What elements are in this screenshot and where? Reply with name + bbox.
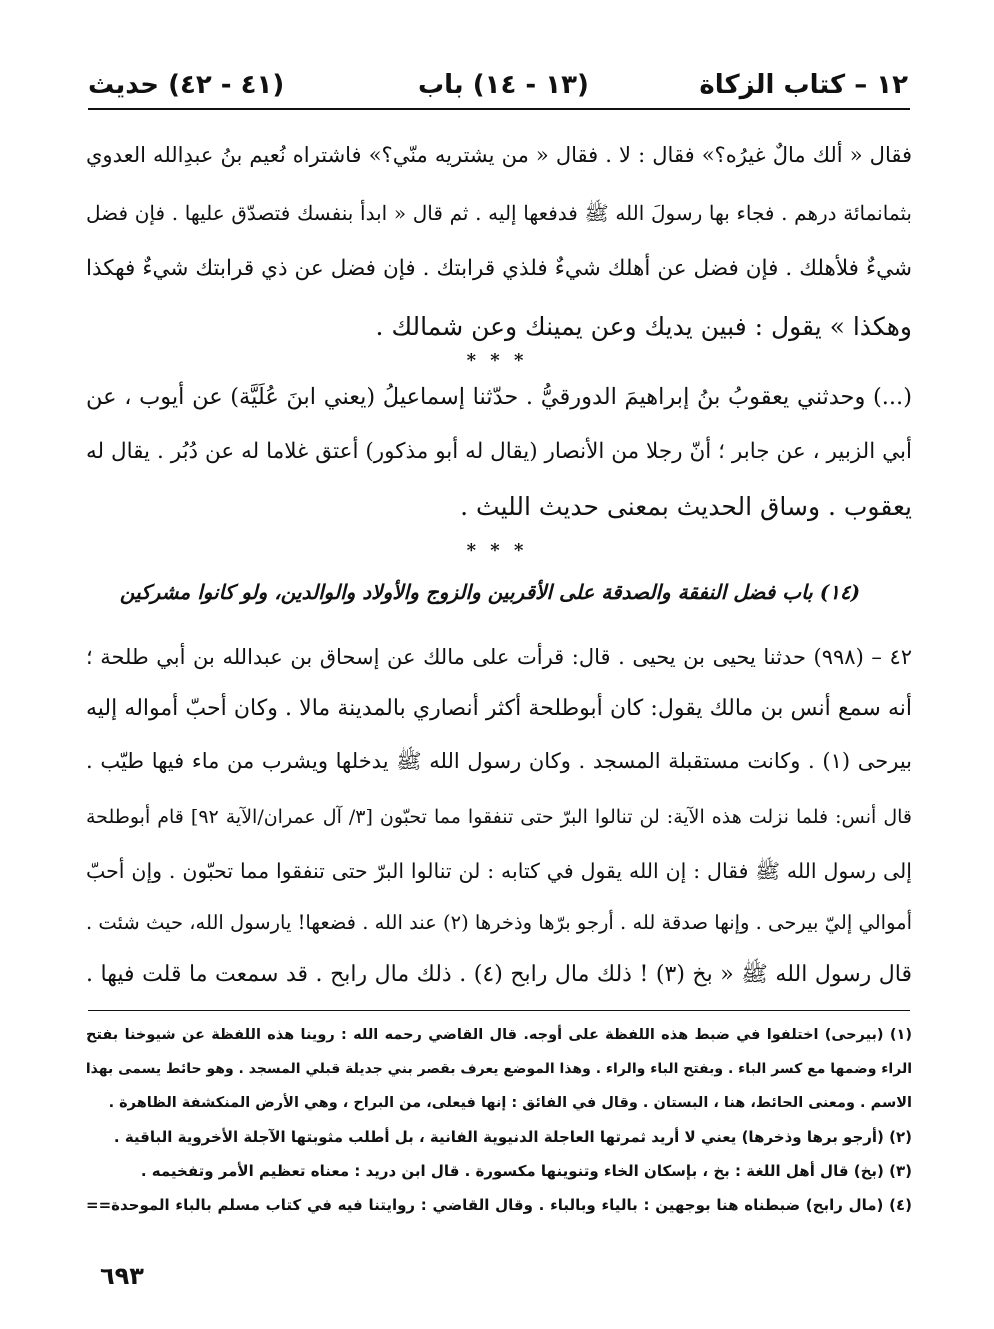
text-line: شيءٌ فلأهلك . فإن فضل عن أهلك شيءٌ فلذي قرابتك . فإن فضل عن ذي قرابتك شيءٌ فهكذا (86, 256, 912, 281)
passage-1 (86, 130, 912, 360)
text-line: ٤٢ – (٩٩٨) حدثنا يحيى بن يحيى . قال: قرأت على مالك عن إسحاق بن عبدالله بن أبي طلحة ؛ (86, 645, 912, 669)
separator-stars: * * * (466, 540, 528, 561)
footnote-line: (٢) (أرجو برها وذخرها) يعني لا أريد ثمرتها العاجلة الدنيوية الفانية ، بل أطلب مثوبتها الآجلة الأخروية الباقية . (113, 1128, 912, 1146)
running-header (88, 70, 908, 110)
footnote-line: (١) (بيرحى) اختلفوا في ضبط هذه اللفظة على أوجه. قال القاضي رحمه الله : روينا هذه اللفظة عن شيوخنا بفتح (86, 1027, 912, 1043)
footnote-line: (٤) (مال رابح) ضبطناه هنا بوجهين : بالياء وبالباء . وقال القاضي : روايتنا فيه في كتاب مسلم بالباء الموحدة== (86, 1196, 912, 1214)
text-line: فقال « ألك مالٌ غيرُه؟» فقال : لا . فقال « من يشتريه منّي؟» فاشتراه نُعيم بنُ عبدِالله العدوي (86, 143, 912, 167)
text-line: إلى رسول الله ﷺ فقال : إن الله يقول في كتابه : لن تنالوا البرّ حتى تنفقوا مما تحبّون . وإن أحبّ (86, 859, 912, 883)
page-number: ٦٩٣ (100, 1262, 144, 1290)
footnote-line: (٣) (بخ) قال أهل اللغة : بخ ، بإسكان الخاء وتنوينها مكسورة . قال ابن دريد : معناه تعظيم الأمر وتفخيمه . (140, 1162, 912, 1180)
section-title: (١٤) باب فضل النفقة والصدقة على الأقربين والزوج والأولاد والوالدين، ولو كانوا مشركين (119, 580, 861, 604)
footnote-line: الراء وضمها مع كسر الباء . وبفتح الباء والراء . وهذا الموضع يعرف بقصر بني جديلة قبلي المسجد . وهو حائط يسمى بهذا (86, 1061, 912, 1077)
header-hadith-range: (٤١ - ٤٢) حديث (88, 70, 285, 100)
text-line: وهكذا » يقول : فبين يديك وعن يمينك وعن شمالك . (375, 312, 912, 341)
text-line: أبي الزبير ، عن جابر ؛ أنّ رجلا من الأنصار (يقال له أبو مذكور) أعتق غلاما له عن دُبُر . يقال له (86, 439, 912, 464)
footnote-line: الاسم . ومعنى الحائط، هنا ، البستان . وقال في الفائق : إنها فيعلى، من البراح ، وهي الأرض المنكشفة الظاهرة . (108, 1095, 912, 1111)
footnotes (86, 1018, 912, 1228)
header-rule (88, 108, 910, 110)
text-line: أموالي إليّ بيرحى . وإنها صدقة لله . أرجو برّها وذخرها (٢) عند الله . فضعها! يارسول الله، حيث شئت . (86, 911, 912, 934)
text-line: أنه سمع أنس بن مالك يقول: كان أبوطلحة أكثر أنصاري بالمدينة مالا . وكان أحبّ أمواله إليه (86, 696, 912, 721)
header-chapter-range: (١٣ - ١٤) باب (418, 70, 589, 100)
text-line: بثمانمائة درهم . فجاء بها رسولَ الله ﷺ فدفعها إليه . ثم قال « ابدأ بنفسك فتصدّق عليها . فإن فضل (86, 201, 912, 225)
text-line: (...) وحدثني يعقوبُ بنُ إبراهيمَ الدورقيُّ . حدّثنا إسماعيلُ (يعني ابنَ عُلَيَّة) عن أيوب ، عن (86, 384, 912, 410)
passage-3 (86, 632, 912, 1002)
footnote-rule (88, 1010, 910, 1011)
text-line: يعقوب . وساق الحديث بمعنى حديث الليث . (460, 492, 912, 521)
separator-stars: * * * (466, 350, 528, 371)
text-line: قال أنس: فلما نزلت هذه الآية: لن تنالوا البرّ حتى تنفقوا مما تحبّون [٣/ آل عمران/الآية ٩٢] قام أبوطلحة (86, 806, 912, 828)
passage-2 (86, 372, 912, 532)
text-line: بيرحى (١) . وكانت مستقبلة المسجد . وكان رسول الله ﷺ يدخلها ويشرب من ماء فيها طيّب . (86, 749, 912, 773)
text-line: قال رسول الله ﷺ « بخ (٣) ! ذلك مال رابح (٤) . ذلك مال رابح . قد سمعت ما قلت فيها . (86, 962, 912, 987)
header-book-title: ١٢ – كتاب الزكاة (699, 70, 908, 100)
